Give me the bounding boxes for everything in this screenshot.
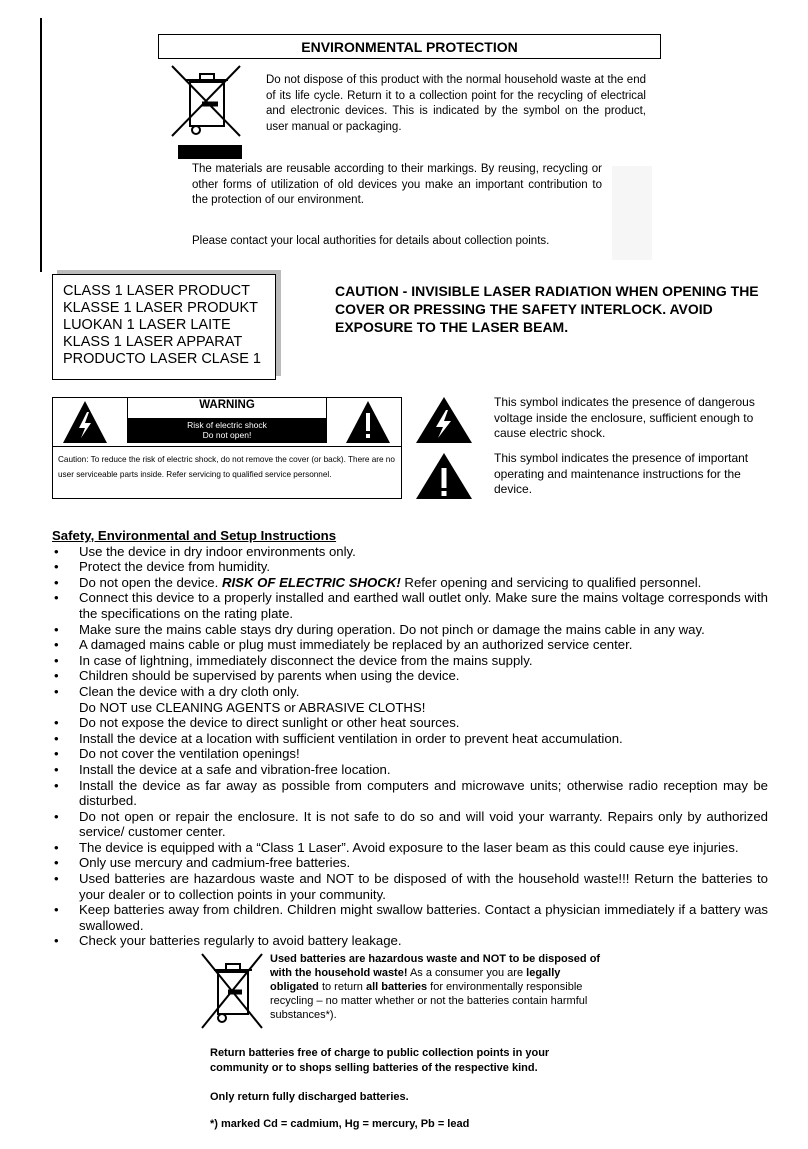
list-item-text: Clean the device with a dry cloth only. bbox=[79, 683, 300, 699]
battery-marking-note: *) marked Cd = cadmium, Hg = mercury, Pb = lead bbox=[210, 1118, 470, 1130]
list-item bbox=[52, 684, 768, 715]
battery-discharged: Only return fully discharged batteries. bbox=[210, 1091, 409, 1103]
laser-line: LUOKAN 1 LASER LAITE bbox=[63, 317, 231, 333]
list-item: • Do not expose the device to direct sunlight or other heat sources. bbox=[52, 715, 768, 731]
list-item: • In case of lightning, immediately disconnect the device from the mains supply. bbox=[52, 653, 768, 669]
battery-text: As a consumer you are bbox=[407, 967, 527, 979]
list-item: • Keep batteries away from children. Children might swallow batteries. Contact a physician immediately if a battery was swallowed. bbox=[52, 902, 768, 933]
shock-symbol-text: This symbol indicates the presence of dangerous voltage inside the enclosure, sufficient enough to cause electric shock. bbox=[494, 395, 755, 440]
list-item: • Used batteries are hazardous waste and NOT to be disposed of with the household waste!!! Return the batteries to your dealer or to collection points in your community. bbox=[52, 871, 768, 902]
battery-text: to return bbox=[318, 981, 366, 993]
list-item: • Check your batteries regularly to avoid battery leakage. bbox=[52, 933, 768, 949]
battery-hazard: Used batteries are hazardous waste and NOT to be disposed of with the household waste! bbox=[270, 953, 601, 979]
risk-emphasis: RISK OF ELECTRIC SHOCK! bbox=[221, 574, 401, 590]
warning-risk-line: Do not open! bbox=[202, 430, 252, 440]
list-item: • Install the device as far away as possible from computers and microwave units; otherwise radio reception may be disturbed. bbox=[52, 778, 768, 809]
laser-line: KLASS 1 LASER APPARAT bbox=[63, 334, 243, 350]
battery-disposal-text bbox=[270, 952, 610, 1022]
list-item bbox=[52, 575, 768, 591]
exclamation-icon bbox=[345, 400, 391, 444]
env-paragraph-3: Please contact your local authorities for details about collection points. bbox=[192, 235, 550, 247]
battery-return: Return batteries free of charge to public collection points in your community or to shops selling batteries of the respective kind. bbox=[210, 1047, 550, 1074]
list-item: • A damaged mains cable or plug must immediately be replaced by an authorized service center. bbox=[52, 637, 768, 653]
laser-line: KLASSE 1 LASER PRODUKT bbox=[63, 300, 259, 316]
warning-risk-line: Risk of electric shock bbox=[187, 420, 267, 430]
section-title-environment: ENVIRONMENTAL PROTECTION bbox=[158, 34, 661, 59]
laser-class-label bbox=[52, 274, 276, 380]
list-item: • Connect this device to a properly installed and earthed wall outlet only. Make sure the mains voltage corresponds with the specifications on the rating plate. bbox=[52, 590, 768, 621]
env-paragraph-2: The materials are reusable according to their markings. By reusing, recycling or other forms of utilization of old devices you make an important contribution to the protection of our environment. bbox=[192, 163, 602, 206]
laser-line: CLASS 1 LASER PRODUCT bbox=[63, 283, 250, 299]
warning-risk-band bbox=[128, 418, 326, 442]
safety-title: Safety, Environmental and Setup Instructions bbox=[52, 528, 337, 543]
margin-rule bbox=[40, 18, 42, 272]
exclamation-symbol-text: This symbol indicates the presence of important operating and maintenance instructions for the device. bbox=[494, 451, 749, 496]
crossed-bin-icon bbox=[198, 950, 266, 1032]
list-item-text: Refer opening and servicing to qualified personnel. bbox=[400, 574, 702, 590]
list-item: • The device is equipped with a “Class 1 Laser”. Avoid exposure to the laser beam as this could cause eye injuries. bbox=[52, 840, 768, 856]
laser-line: PRODUCTO LASER CLASE 1 bbox=[63, 351, 261, 367]
list-item-text: Do not open the device. bbox=[79, 574, 219, 590]
warning-note: Caution: To reduce the risk of electric shock, do not remove the cover (or back). There are no user serviceable parts inside. Refer servicing to qualified service personnel. bbox=[58, 455, 395, 479]
safety-section bbox=[52, 528, 768, 949]
laser-caution: CAUTION - INVISIBLE LASER RADIATION WHEN OPENING THE COVER OR PRESSING THE SAFETY INTERLOCK. AVOID EXPOSURE TO THE LASER BEAM. bbox=[335, 283, 759, 335]
list-item: • Do not open or repair the enclosure. It is not safe to do so and will void your warranty. Repairs only by authorized service/ customer center. bbox=[52, 809, 768, 840]
exclamation-icon bbox=[415, 452, 473, 500]
electric-shock-icon bbox=[415, 396, 473, 444]
list-item: • Children should be supervised by parents when using the device. bbox=[52, 668, 768, 684]
battery-legal: legally obligated bbox=[270, 967, 561, 993]
list-item-text: Do NOT use CLEANING AGENTS or ABRASIVE CLOTHS! bbox=[79, 699, 426, 715]
scan-artifact bbox=[612, 166, 652, 260]
electric-shock-icon bbox=[62, 400, 108, 444]
weee-bar bbox=[178, 145, 242, 159]
safety-list bbox=[52, 544, 768, 949]
battery-text: for environmentally responsible recycling – no matter whether or not the batteries contain harmful substances*). bbox=[270, 981, 588, 1021]
warning-title: WARNING bbox=[199, 399, 255, 411]
list-item: • Do not cover the ventilation openings! bbox=[52, 746, 768, 762]
list-item: • Protect the device from humidity. bbox=[52, 559, 768, 575]
list-item: • Install the device at a safe and vibration-free location. bbox=[52, 762, 768, 778]
list-item: • Install the device at a location with sufficient ventilation in order to prevent heat accumulation. bbox=[52, 731, 768, 747]
list-item: • Make sure the mains cable stays dry during operation. Do not pinch or damage the mains cable in any way. bbox=[52, 622, 768, 638]
list-item: • Only use mercury and cadmium-free batteries. bbox=[52, 855, 768, 871]
battery-all: all batteries bbox=[365, 981, 428, 993]
crossed-bin-icon bbox=[166, 62, 246, 140]
warning-divider bbox=[52, 446, 402, 447]
list-item: • Use the device in dry indoor environments only. bbox=[52, 544, 768, 560]
env-paragraph-1: Do not dispose of this product with the normal household waste at the end of its life cycle. Return it to a collection point for the recycling of electrical and electronic devices. This is indicated by the symbol on the product, user manual or packaging. bbox=[266, 74, 646, 133]
